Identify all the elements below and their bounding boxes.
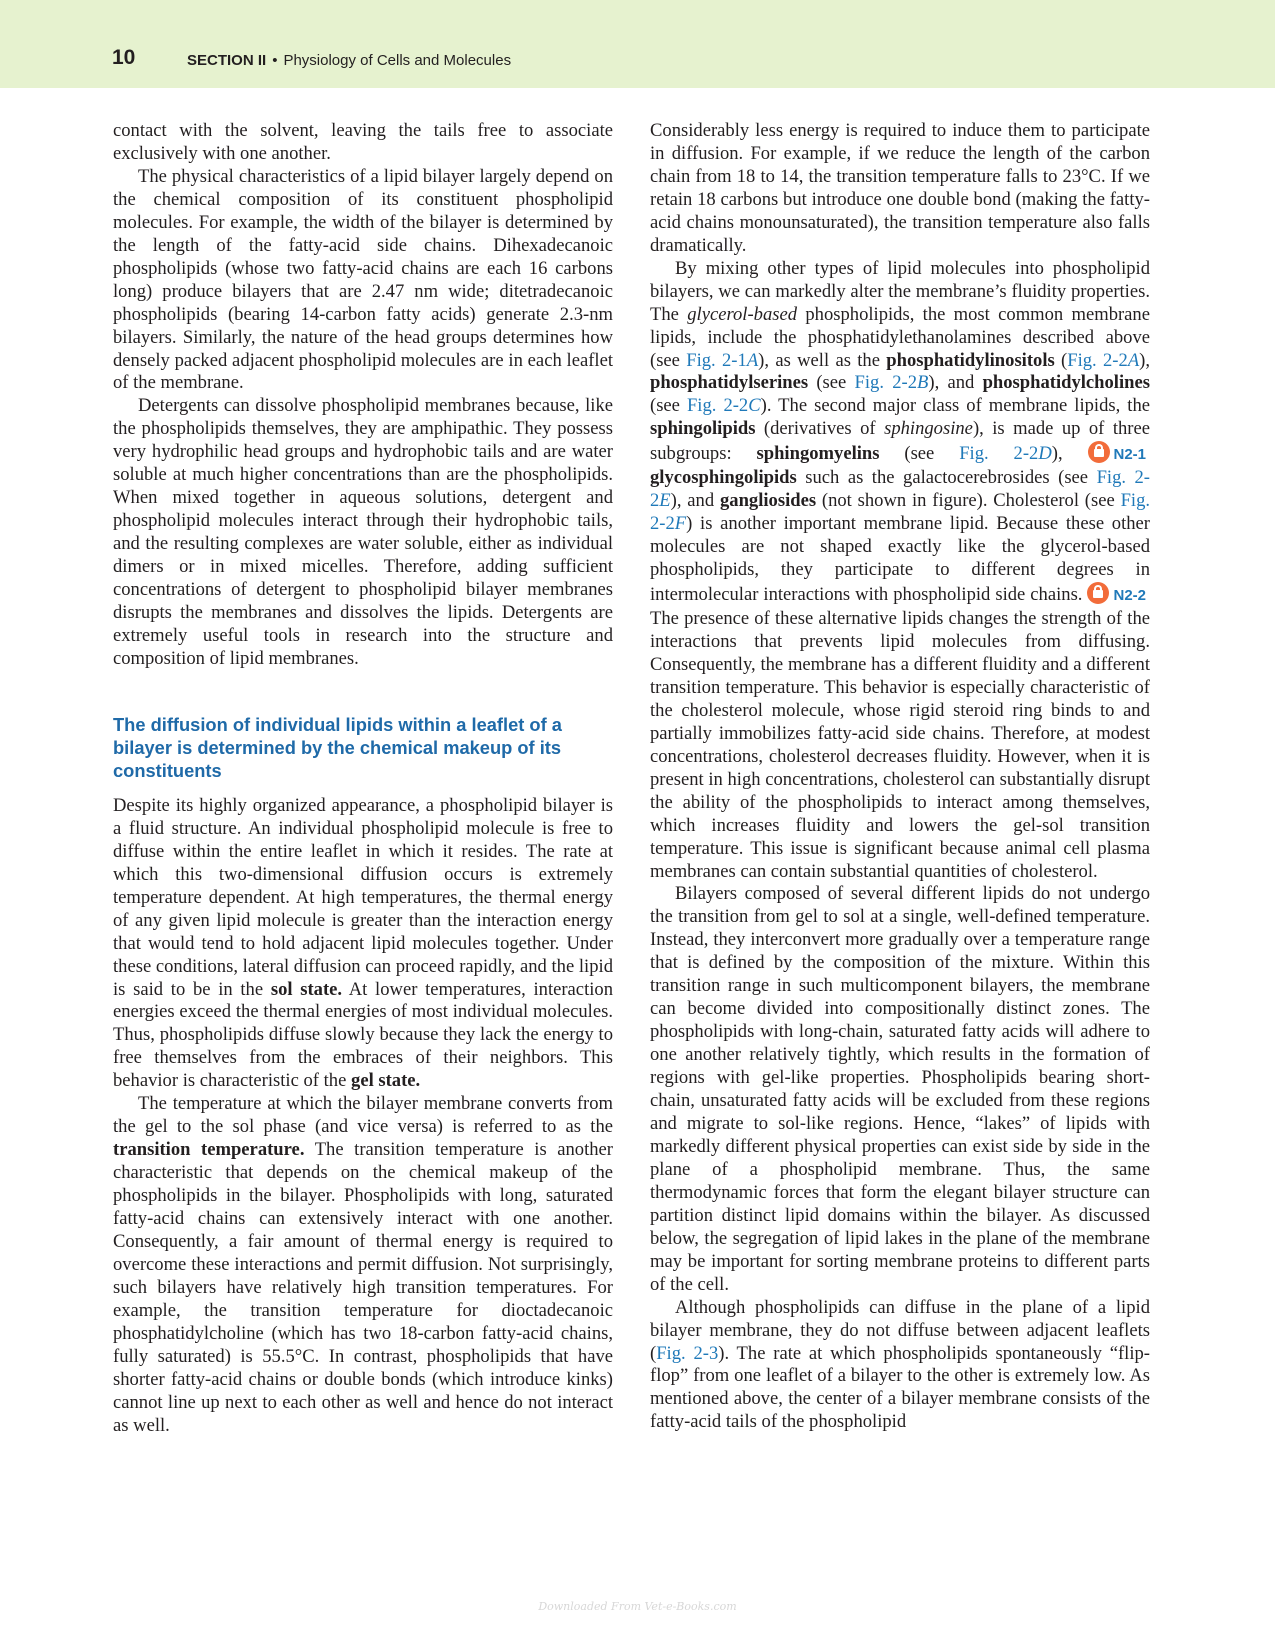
key-term: sphingolipids [650,418,756,440]
lock-icon[interactable] [1087,582,1109,604]
watermark: Downloaded From Vet-e-Books.com [538,1600,737,1613]
note-link[interactable]: N2-2 [1113,587,1146,605]
figure-link[interactable]: Fig. 2-2D [959,443,1052,465]
paragraph: contact with the solvent, leaving the tails free to associate exclusively with one another. [113,120,613,164]
section-heading: The diffusion of individual lipids within a leaflet of a bilayer is determined by the chemical makeup of its constituents [113,713,562,781]
left-column [113,120,613,1438]
paragraph: Detergents can dissolve phospholipid membranes because, like the phospholipids themselves, they are amphipathic. They possess very hydrophilic head groups and hydrophobic tails and are water soluble at much higher concentrations than are the phospholipids. When mixed together in aqueous solutions, detergent and phospholipid molecules interact through their hydrophobic tails, and the resulting complexes are water soluble, either as individual dimers or in mixed micelles. Therefore, adding sufficient concentrations of detergent to phospholipid bilayer membranes disrupts the membranes and dissolves the lipids. Detergents are extremely useful tools in research into the structure and composition of lipid membranes. [113,395,613,669]
key-term: transition temperature. [113,1139,305,1161]
right-column [650,120,1150,1434]
key-term: gangliosides [719,490,817,512]
lock-icon[interactable] [1088,441,1110,463]
figure-link[interactable]: Fig. 2-2B [854,372,929,394]
bullet-separator: • [272,52,278,69]
section-label: SECTION II [187,52,267,69]
page-header [0,0,1275,88]
section-title: Physiology of Cells and Molecules [283,52,512,69]
figure-link[interactable]: Fig. 2-3 [656,1342,719,1364]
figure-link[interactable]: Fig. 2-2E [650,467,1150,512]
page-number: 10 [112,46,136,69]
running-head [187,52,511,69]
note-link[interactable]: N2-1 [1113,446,1147,464]
key-term: gel state. [351,1070,421,1092]
paragraph: Despite its highly organized appearance, a phospholipid bilayer is a fluid structure. An individual phospholipid molecule is free to diffuse within the entire leaflet in which it resides. The rate at which this two-dimensional diffusion occurs is extremely temperature dependent. At high temperatures, the thermal energy of any given lipid molecule is greater than the interaction energy that would tend to hold adjacent lipid molecules together. Under these conditions, lateral diffusion can proceed rapidly, and the lipid is said to be in the sol state. At lower temperatures, interaction energies exceed the thermal energies of most individual molecules. Thus, phospholipids diffuse slowly because they lack the energy to free themselves from the embraces of their neighbors. This behavior is characteristic of the gel state. [113,794,613,1092]
figure-link[interactable]: Fig. 2-2F [650,490,1151,535]
key-term: sol state. [270,978,343,1000]
figure-link[interactable]: Fig. 2-1A [686,349,759,371]
figure-link[interactable]: Fig. 2-2C [686,395,761,417]
figure-link[interactable]: Fig. 2-2A [1067,349,1140,371]
key-term: phosphatidylinositols [886,349,1055,371]
paragraph: The temperature at which the bilayer membrane converts from the gel to the sol phase (and vice versa) is referred to as the transition temperature. The transition temperature is another characteristic that depends on the chemical makeup of the phospholipids in the bilayer. Phospholipids with long, saturated fatty-acid chains can extensively interact with one another. Consequently, a fair amount of thermal energy is required to overcome these interactions and permit diffusion. Not surprisingly, such bilayers have relatively high transition temperatures. For example, the transition temperature for dioctadecanoic phosphatidylcholine (which has two 18-carbon fatty-acid chains, fully saturated) is 55.5°C. In contrast, phospholipids that have shorter fatty-acid chains or double bonds (which introduce kinks) cannot line up next to each other as well and hence do not interact as well. [113,1093,613,1436]
paragraph: By mixing other types of lipid molecules into phospholipid bilayers, we can markedly alter the membrane’s fluidity properties. The glycerol-based phospholipids, the most common membrane lipids, include the phosphatidylethanolamines described above (see Fig. 2-1A), as well as the phosphatidylinositols (Fig. 2-2A), phosphatidylserines (see Fig. 2-2B), and phosphatidylcholines (see Fig. 2-2C). The second major class of membrane lipids, the sphingolipids (derivatives of sphingosine), is made up of three subgroups: sphingomyelins (see Fig. 2-2D), N2-1 glycosphingolipids such as the galactocerebrosides (see Fig. 2-2E), and gangliosides (not shown in figure). Cholesterol (see Fig. 2-2F) is another important membrane lipid. Because these other molecules are not shaped exactly like the glycerol-based phospholipids, they participate to different degrees in intermolecular interactions with phospholipid side chains. N2-2 The presence of these alternative lipids changes the strength of the interactions that prevents lipid molecules from diffusing. Consequently, the membrane has a different fluidity and a different transition temperature. This behavior is especially characteristic of the cholesterol molecule, whose rigid steroid ring binds to and partially immobilizes fatty-acid side chains. Therefore, at modest concentrations, cholesterol decreases fluidity. However, when it is present in high concentrations, cholesterol can substantially disrupt the ability of the phospholipids to interact among themselves, which increases fluidity and lowers the gel-sol transition temperature. This issue is significant because animal cell plasma membranes can contain substantial quantities of cholesterol. [650,257,1151,882]
key-term: phosphatidylserines [650,372,809,394]
paragraph: Although phospholipids can diffuse in the plane of a lipid bilayer membrane, they do not diffuse between adjacent leaflets (Fig. 2-3). The rate at which phospholipids spontaneously “flip-flop” from one leaflet of a bilayer to the other is extremely low. As mentioned above, the center of a bilayer membrane consists of the fatty-acid tails of the phospholipid [650,1296,1151,1433]
key-term: phosphatidylcholines [982,372,1150,394]
paragraph: The physical characteristics of a lipid bilayer largely depend on the chemical composition of its constituent phospholipid molecules. For example, the width of the bilayer is determined by the length of the fatty-acid side chains. Dihexadecanoic phospholipids (whose two fatty-acid chains are each 16 carbons long) produce bilayers that are 2.47 nm wide; ditetradecanoic phospholipids (bearing 14-carbon fatty acids) generate 2.3-nm bilayers. Similarly, the nature of the head groups determines how densely packed adjacent phospholipid molecules are in each leaflet of the membrane. [113,165,613,394]
paragraph: Considerably less energy is required to induce them to participate in diffusion. For example, if we reduce the length of the carbon chain from 18 to 14, the transition temperature falls to 23°C. If we retain 18 carbons but introduce one double bond (making the fatty-acid chains monounsaturated), the transition temperature also falls dramatically. [650,120,1150,256]
paragraph: Bilayers composed of several different lipids do not undergo the transition from gel to sol at a single, well-defined temperature. Instead, they interconvert more gradually over a temperature range that is defined by the composition of the mixture. Within this transition range in such multicomponent bilayers, the membrane can become divided into compositionally distinct zones. The phospholipids with long-chain, saturated fatty acids will adhere to one another relatively tightly, which results in the formation of regions with gel-like properties. Phospholipids bearing short-chain, unsaturated fatty acids will be excluded from these regions and migrate to sol-like regions. Hence, “lakes” of lipids with markedly different physical properties can exist side by side in the plane of a phospholipid membrane. Thus, the same thermodynamic forces that form the elegant bilayer structure can partition distinct lipid domains within the bilayer. As discussed below, the segregation of lipid lakes in the plane of the membrane may be important for sorting membrane proteins to different parts of the cell. [650,883,1150,1295]
key-term: sphingomyelins [756,443,880,465]
key-term: glycosphingolipids [650,467,797,489]
